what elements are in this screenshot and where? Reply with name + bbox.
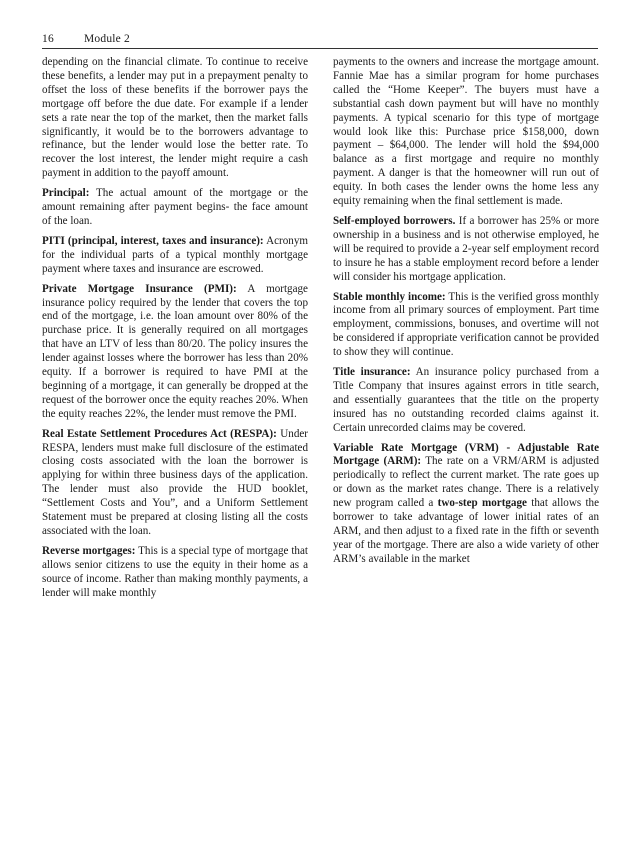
definition-vrm-arm-b: that allows the borrower to take advantage of lower initial rates of an ARM, and then adjust to a fixed rate in the fifth or seventh year of the mortgage. There are also a wide variety of other ARM’s available in the market — [333, 497, 599, 565]
glossary-entry-stable-income — [333, 291, 599, 361]
page-number: 16 — [42, 33, 54, 45]
definition-title-insurance: An insurance policy purchased from a Title Company that insures against errors in title search, and essentially guarantees that the title on the property insured has no outstanding recorded claims against it. Certain unrecorded claims may be covered. — [333, 366, 599, 434]
definition-stable-income: This is the verified gross monthly income from all primary sources of employment. Part time employment, commissions, bonuses, and overtime will not be considered if appropriate verification cannot be provided to show they will continue. — [333, 290, 599, 359]
definition-reverse-mortgages: This is a special type of mortgage that allows senior citizens to use the equity in their home as a source of income. Rather than making monthly payments, a lender will make monthly — [42, 544, 308, 599]
definition-respa: Under RESPA, lenders must make full disclosure of the estimated closing costs associated with the loan the borrower is applying for within three business days of the application. The lender must also provide the HUD booklet, “Settlement Costs and You”, and a Uniform Settlement Statement must be prepared at closing listing all the costs associated with the loan. — [42, 427, 308, 537]
definition-principal: The actual amount of the mortgage or the amount remaining after payment begins- the face amount of the loan. — [42, 187, 308, 227]
definition-reverse-continued: payments to the owners and increase the mortgage amount. Fannie Mae has a similar program for home purchases called the “Home Keeper”. The buyers must have a substantial cash down payment but will have no monthly payments. A typical scenario for this type of mortgage would look like this: Purchase price $158,000, down payment – $64,000. The lender will hold the $94,000 balance as a first mortgage and require no monthly payment. A danger is that the homeowner will run out of equity. In both cases the lender owns the home less any equity remaining when the final settlement is made. — [333, 56, 599, 208]
right-column — [333, 56, 599, 573]
glossary-entry-reverse-mortgages — [42, 545, 308, 601]
term-respa: Real Estate Settlement Procedures Act (RESPA): — [42, 427, 277, 440]
module-title: Module 2 — [84, 33, 130, 45]
term-piti: PITI (principal, interest, taxes and insurance): — [42, 234, 264, 247]
glossary-entry-principal — [42, 187, 308, 229]
left-column — [42, 56, 308, 607]
glossary-entry-respa — [42, 428, 308, 539]
term-stable-income: Stable monthly income: — [333, 290, 446, 303]
intro-paragraph — [42, 56, 308, 181]
term-self-employed: Self-employed borrowers. — [333, 214, 456, 227]
reverse-mortgages-continued — [333, 56, 599, 209]
header-rule — [42, 48, 598, 49]
term-vrm-arm: Variable Rate Mortgage (VRM) - Adjustable Rate Mortgage (ARM): — [333, 441, 599, 468]
running-header — [42, 31, 598, 49]
glossary-entry-piti — [42, 235, 308, 277]
glossary-entry-pmi — [42, 283, 308, 422]
term-reverse-mortgages: Reverse mortgages: — [42, 544, 136, 557]
glossary-entry-title-insurance — [333, 366, 599, 436]
term-title-insurance: Title insurance: — [333, 366, 411, 379]
definition-pmi: A mortgage insurance policy required by the lender that covers the top end of the mortgage, i.e. the loan amount over 80% of the purchase price. It is generally required on all mortgages that have an LTV of less than 80/20. The policy insures the lender against losses where the borrower has less than 20% equity. If a borrower is required to have PMI at the beginning of a mortgage, it can generally be dropped at the request of the borrower once the equity reaches 20%. When the equity reaches 22%, the lender must remove the PMI. — [42, 282, 308, 420]
glossary-entry-self-employed — [333, 215, 599, 285]
definition-piti: Acronym for the individual parts of a typical monthly mortgage payment where taxes and insurance are escrowed. — [42, 234, 309, 275]
term-principal: Principal: — [42, 187, 90, 200]
definition-vrm-arm-a: The rate on a VRM/ARM is adjusted periodically to reflect the current market. The rate goes up or down as the market rates change. There is a relatively new program called a — [333, 455, 599, 510]
term-pmi: Private Mortgage Insurance (PMI): — [42, 282, 237, 295]
definition-self-employed: If a borrower has 25% or more ownership in a business and is not otherwise employed, he will be required to provide a 2-year self employment record to insure he has a stable employment record before a lender will consider his mortgage application. — [333, 214, 599, 283]
glossary-entry-vrm-arm — [333, 442, 599, 567]
intro-text: depending on the financial climate. To continue to receive these benefits, a lender may put in a prepayment penalty to offset the loss of these benefits if the borrower pays the mortgage off before the due date. For example if a lender sets a rate near the top of the market, then the market falls significantly, it would be to the borrowers advantage to refinance, but the lender would lose the better rate. To recover the lost interest, the lender might require a cash payment in addition to the payoff amount. — [42, 56, 308, 180]
keyword-two-step-mortgage: two-step mortgage — [437, 497, 527, 510]
